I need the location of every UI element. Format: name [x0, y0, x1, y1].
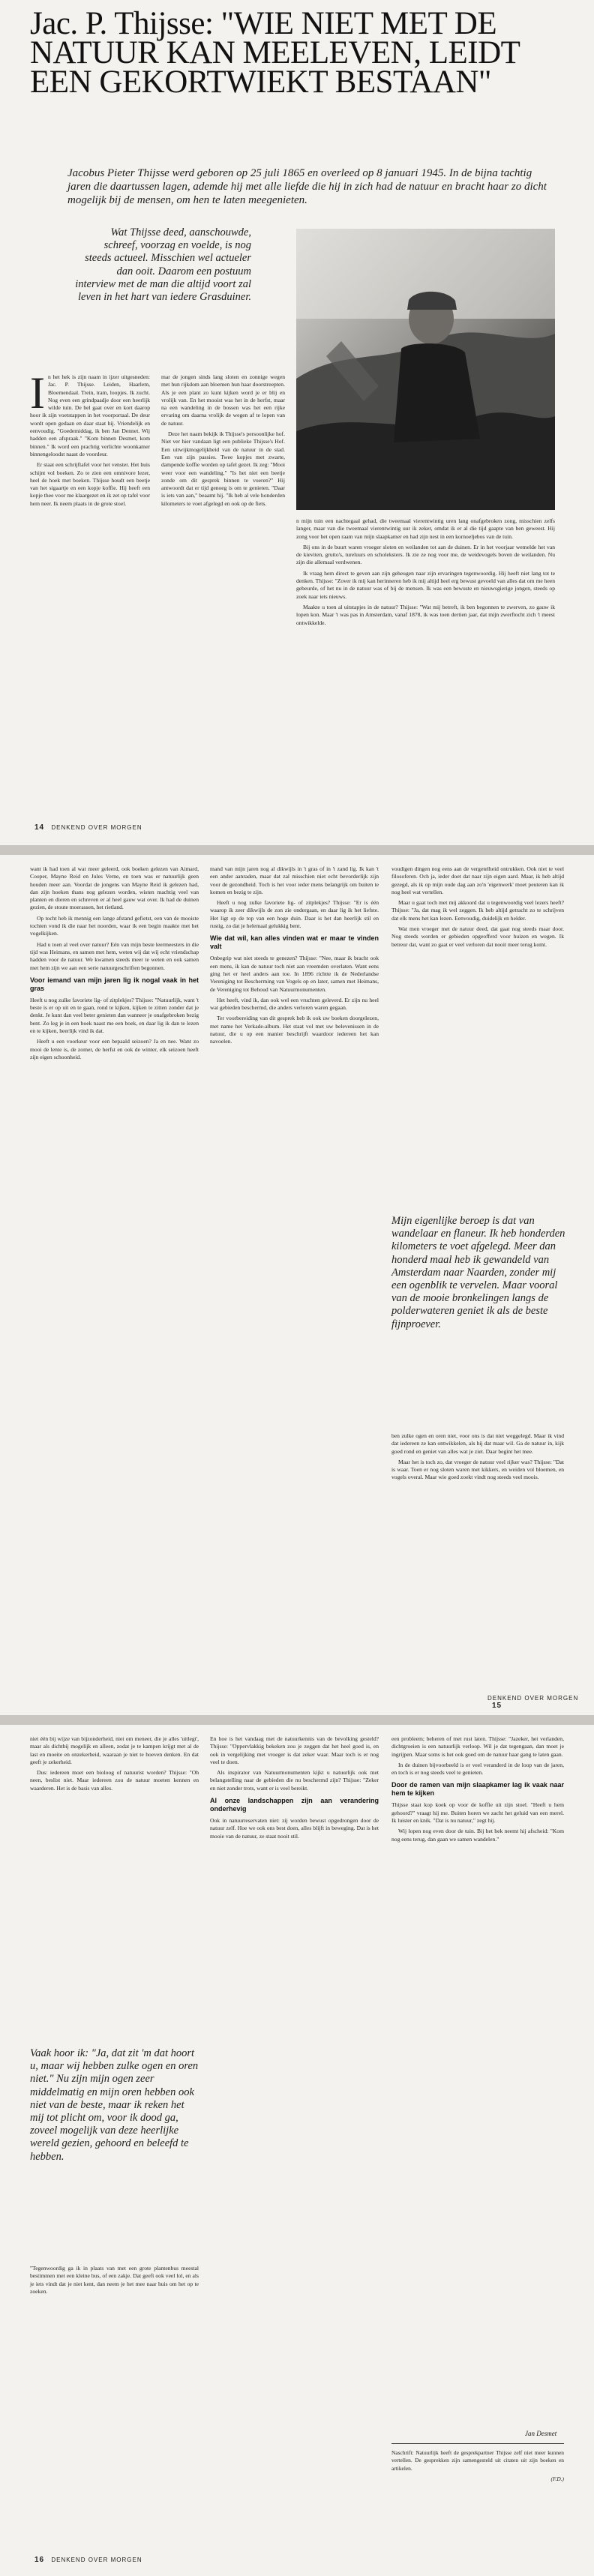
page-footer: [488, 1695, 594, 1710]
portrait-photo: [296, 229, 555, 510]
section-subhead: Door de ramen van mijn slaapkamer lag ik vaak naar hem te kijken: [392, 1781, 564, 1798]
paragraph: Ter voorbereiding van dit gesprek heb ik ook uw boeken doorgelezen, met name het Verkade-album. Het staat vol met uw belevenissen in de natuur, die u op een manier beschrijft waardoor iedereen het kan navoelen.: [210, 1015, 379, 1045]
paragraph: want ik had toen al wat meer geleerd, ook boeken gelezen van Aimard, Cooper, Mayne Reid en Jules Verne, en toen was er natuurlijk geen houden meer aan. Voordat de jongens van Mayne Reid ik gelezen had, dan zijn hoeken thans nog gelezen worden, wisten machtig veel van planten en dieren en schreven er al heel gauw wat over. Ik had de duinen gezien, de stoute moerassen, het rietland.: [30, 865, 199, 911]
article-column-1: [30, 865, 199, 1064]
article-column-3: [392, 865, 564, 952]
paragraph: Ook in natuurreservaten niet: zij worden bewust opgedrongen door de natuur zelf. Hoe we ook ons best doen, alles blijft in beweging. Dat is het mooie van de natuur, ze staat nooit stil.: [210, 1817, 379, 1840]
article-headline: Jac. P. Thijsse: "WIE NIET MET DE NATUUR KAN MEELEVEN, LEIDT EEN GEKORTWIEKT BESTAAN": [30, 6, 520, 100]
divider: [392, 2443, 564, 2444]
paragraph: voudigen dingen nog eens aan de vergetelheid ontrukken. Ook niet te veel filosoferen. Och ja, ieder doet dat naar zijn eigen aard. Maar, ik heb altijd gezegd, als ik op mijn oude dag aan zo'n 'eigenwerk' moet peuteren kan ik nog heel wat vertellen.: [392, 865, 564, 895]
article-column-1b: [30, 2265, 199, 2299]
pull-quote-text: Vaak hoor ik: "Ja, dat zit 'm dat hoort u, maar wij hebben zulke ogen en oren niet." Nu zijn mijn ogen zeer middelmatig en mijn oren hebben ook niet van de beste, maar ik reken het mij tot plicht om, voor ik dood ga, zoveel mogelijk van deze heerlijke wereld gezien, gehoord en beleefd te hebben.: [30, 2047, 199, 2163]
paragraph: niet één bij wijze van bijzonderheid, niet om meneer, die je alles 'uitlegt', maar als dichtbij mogelijk en alleen, zodat je te kampen krijgt met al de last en moeite en onzekerheid, waaraan je niet te hoeven denken. En dat geeft je zekerheid.: [30, 1735, 199, 1765]
article-column-1: [30, 1735, 199, 1795]
section-subhead: Al onze landschappen zijn aan verandering onderhevig: [210, 1797, 379, 1813]
pull-quote-walker: [392, 1215, 566, 1331]
page-number: 16: [34, 2556, 45, 2564]
article-column-2: [210, 865, 379, 1049]
paragraph: Had u toen al veel over natuur? Eén van mijn beste leermeesters in die tijd was Heimans, en samen met hem, weten wij dat wij echt vriendschap hadden voor de natuur. We kwamen steeds meer te weten en ook samen met hem zijn we aan een serie natuurgeschriften begonnen.: [30, 940, 199, 971]
article-column-3: [392, 1735, 564, 1846]
footnote: [392, 2449, 564, 2486]
paragraph: mand van mijn jaren nog al dikwijls in 't gras of in 't zand lig. Ik kan 't een ander aanraden, maar dat zal misschien niet echt bevorderlijk zijn voor de gezondheid. Toch is het voor ieder mens belangrijk om buiten te komen en bezig te zijn.: [210, 865, 379, 895]
page-footer: [30, 823, 142, 832]
paragraph: Dus: iedereen moet een bioloog of natuurist worden? Thijsse: "Oh neen, beslist niet. Maar iedereen zou de natuur moeten kennen en waarderen. Het is de basis van alles.: [30, 1769, 199, 1792]
paragraph: n mijn tuin een nachtegaal gehad, die tweemaal vierentwintig uren lang onafgebroken zong, misschien zelfs langer, maar van die tweemaal vierentwintig uur ik zeker, omdat ik er al die tijd gaapte van ben geweest. Hij zong voor het open raam van mijn slaapkamer en had zijn nest in een kornoeljebos van de tuin.: [296, 517, 555, 540]
section-subhead: Wie dat wil, kan alles vinden wat er maar te vinden valt: [210, 934, 379, 951]
magazine-page-16: [0, 1725, 594, 2576]
portrait-illustration: [296, 229, 555, 510]
paragraph: Wij lopen nog even door de tuin. Bij het hek neemt hij afscheid: "Kom nog eens terug, dan gaan we samen wandelen.": [392, 1828, 564, 1843]
article-column-3: [296, 517, 555, 630]
article-column-2: [210, 1735, 379, 1843]
magazine-page-14: [0, 0, 594, 845]
page-number: 14: [34, 823, 45, 832]
paragraph: Maakte u toen al uitstapjes in de natuur? Thijsse: "Wat mij betreft, ik ben begonnen te zwerven, zo gauw ik lopen kon. Maar 't was pas in Amsterdam, vanaf 1878, ik was toen dertien jaar, dat mijn zwerftocht zich 't meest ontwikkelde.: [296, 603, 555, 626]
article-column-1: [30, 368, 150, 511]
running-footer: DENKEND OVER MORGEN: [51, 824, 142, 831]
section-subhead: Voor iemand van mijn jaren lig ik nogal vaak in het gras: [30, 976, 199, 992]
paragraph: Maar u gaat toch met mij akkoord dat u tegenwoordig veel lezers heeft? Thijsse: "Ja, dat mag ik wel zeggen. Ik heb altijd getracht zo te schrijven dat elk mens het kan lezen. Eenvoudig, duidelijk en helder.: [392, 899, 564, 922]
paragraph: Heeft u nog zulke favoriete lig- of zitplekjes? Thijsse: "Er is één waarop ik zeer dikwijls de zon zie ondergaan, en daar lig ik het liefste. Het ligt op de top van een hoge duin. Daar is het dan heerlijk stil en rustig, zo dat je helemaal gelukkig bent.: [210, 899, 379, 930]
paragraph: ben zulke ogen en oren niet, voor ons is dat niet weggelegd. Maar ik vind dat iedereen ze kan ontwikkelen, als hij dat maar wil. Ga de natuur in, kijk goed rond en geniet van alles wat je ziet. Daar begint het mee.: [392, 1432, 564, 1455]
paragraph: Het heeft, vind ik, dan ook wel een vruchten geleverd. Er zijn nu heel wat gebieden beschermd, die anders verloren waren gegaan.: [210, 996, 379, 1012]
running-footer: DENKEND OVER MORGEN: [51, 2557, 142, 2563]
running-footer: DENKEND OVER MORGEN: [488, 1695, 579, 1702]
pull-quote-intro: Wat Thijsse deed, aanschouwde, schreef, voorzag en voelde, is nog steeds actueel. Misschien wel actueler dan ooit. Daarom een postuum interview met de man die altijd voort zal leven in het hart van iedere Grasduiner.: [75, 226, 251, 304]
paragraph: n het hek is zijn naam in ijzer uitgesneden: Jac. P. Thijsse. Leiden, Haarlem, Bloemendaal. Trein, tram, loopjes. Ik zucht. Nog even een grindpaadje door een heerlijk wilde tuin. De bel gaat over en kort daarop hoor ik zijn voetstappen in het voorportaal. De deur wordt open gedaan en daar staat hij. Vriendelijk en eenvoudig. "Goedemiddag, ik ben Jan Dennet. Wij hadden een afspraak." "Kom binnen Desmet, kom binnen." Ik word een prachtig verlichte woonkamer binnengeloodst naast de voordeur.: [30, 373, 150, 457]
article-column-2: [161, 373, 285, 511]
paragraph: mar de jongen sinds lang sloten en zonnige wegen met hun rijkdom aan bloemen hun haar doorstreepten. Als je een plant zo kunt kijken word je er blij en vrolijk van. En het mooist was het in de herfst, maar na een wandeling in de bossen was het een rijke ervaring om daarna vrolijk de wegen af te lopen van de natuur.: [161, 373, 285, 427]
drop-cap: I: [30, 368, 45, 418]
paragraph: Naschrift: Natuurlijk heeft de gesprekpartner Thijsse zelf niet meer kunnen vertellen. De gesprekken zijn samengesteld uit citaten uit zijn boeken en artikelen.: [392, 2449, 564, 2472]
page-number: 15: [492, 1702, 502, 1710]
paragraph: Thijsse staat kop koek op voor de koffie uit zijn stoel. "Heeft u hem gehoord?" vraagt hij me. Buiten horen we zacht het geluid van een merel. Ik luister en knik. "Dat is nu natuur," zegt hij.: [392, 1801, 564, 1825]
paragraph: Op tocht heb ik mennig een lange afstand gefietst, een van de mooiste tochten vond ik die naar het noorden, waar ik een begin maakte met het vogelkijken.: [30, 914, 199, 937]
paragraph: een probleem; beheren of met rust laten. Thijsse: "Jazeker, het verlanden, dichtgroeien is een natuurlijk verloop. Wil je dat tegengaan, dan moet je ingrijpen. Maar soms is het ook goed om de natuur haar gang te laten gaan.: [392, 1735, 564, 1758]
paragraph: Maar het is toch zo, dat vroeger de natuur veel rijker was? Thijsse: "Dat is waar. Toen er nog sloten waren met kikkers, en weiden vol bloemen, en vogels overal. Maar wie goed zoekt vindt nog steeds veel moois.: [392, 1458, 564, 1481]
magazine-page-15: [0, 855, 594, 1715]
paragraph: Wat men vroeger met de natuur deed, dat gaat nog steeds maar door. Nog steeds worden er gebieden opgeofferd voor huizen en wegen. Ik betreur dat, want zo gaat er veel verloren dat nooit meer terug komt.: [392, 925, 564, 948]
page-footer: [30, 2556, 142, 2564]
paragraph: "Tegenwoordig ga ik in plaats van met een grote plantenbus meestal bestimmen met een kleine bus, of een zakje. Dat geeft ook veel lol, en als je iets vindt dat je niet kent, dan neem je het mee naar huis om het op te zoeken.: [30, 2265, 199, 2295]
paragraph: Ik vraag hem direct te geven aan zijn geheugen naar zijn ervaringen tegenwoordig. Hij heeft niet lang tot te denken. Thijsse: "Zover ik mij kan herinneren heb ik mij altijd heel erg bewust gevoeld van alles dat om me heen gebeurde, of het nu in de natuur was of bij de mensen. Ik was een bewuste en nieuwsgierige jongen, steeds op zoek naar iets nieuws.: [296, 569, 555, 600]
article-column-3b: [392, 1432, 564, 1485]
paragraph: Onbegrip wat niet steeds te genezen? Thijsse: "Nee, maar ik bracht ook een mens, ik kan de natuur toch niet aan vreemden overlaten. Want eens ging het er heel anders aan toe. In 1896 richtte ik de Nederlandse Vereniging tot Bescherming van Vogels op en later, samen met Heimans, de Vereniging tot Behoud van Natuurmonumenten.: [210, 955, 379, 993]
paragraph: Heeft u nog zulke favoriete lig- of zitplekjes? Thijsse: "Natuurlijk, want 't beste is er op uit en te gaan, rond te kijken, kijken te zitten zonder dat je denkt. Je kunt dan veel beter genieten dan wanneer je onafgebroken bezig bent. Zo leg je in een boek naast me een boek, en daar lig ik dan te lezen en te kijken, heerlijk vind ik dat.: [30, 996, 199, 1035]
note-signature: (F.D.): [550, 2475, 564, 2482]
paragraph: Als inspirator van Natuurmonumenten kijkt u natuurlijk ook met belangstelling naar de gebieden die nu beschermd zijn? Thijsse: "Zeker en niet zonder trots, want er is veel bereikt.: [210, 1769, 379, 1792]
pull-quote-eyes-ears: [30, 2047, 199, 2164]
author-byline: Jan Desmet: [525, 2430, 557, 2437]
paragraph: Er staat een schrijftafel voor het venster. Het huis schijnt vol boeken. Zo te zien een omnivore lezer, heel de hoek met boeken. Thijsse houdt een beetje van het sigaartje en een kopje koffie. Hij heeft een kopje thee voor me klaargezet en ik zet op tafel voor hem neer. Ik neem plaats in de grote stoel.: [30, 461, 150, 507]
paragraph: In de duinen bijvoorbeeld is er veel veranderd in de loop van de jaren, en toch is er nog steeds veel te genieten.: [392, 1761, 564, 1777]
article-lead: Jacobus Pieter Thijsse werd geboren op 25 juli 1865 en overleed op 8 januari 1945. In de bijna tachtig jaren die daartussen lagen, ademde hij met alle liefde die hij in zich had de natuur en bracht haar zo dicht mogelijk bij de mensen, om hen te laten meegenieten.: [68, 167, 547, 206]
paragraph: Heeft u een voorkeur voor een bepaald seizoen? Ja en nee. Want zo mooi de lente is, de zomer, de herfst en ook de winter, elk seizoen heeft zijn eigen schoonheid.: [30, 1038, 199, 1060]
paragraph: Deze het naam bekijk ik Thijsse's persoonlijke hof. Niet ver hier vandaan ligt een publieke Thijsse's Hof. Een uitwijkmogelijkheid van de natuur in de stad. Een van zijn passies. Twee kopjes met zwarte, dampende koffie worden op tafel gezet. Ik zeg: "Mooi weer voor een wandeling." "Is het niet een beetje zonde om dit gesprek binnen te voeren?" Hij antwoordt dat er tijd genoeg is om te genieten. "Daar is iets van aan," beaamt hij. "Ik heb al vele honderden kilometers te voet afgelegd en ook op de fiets.: [161, 430, 285, 507]
paragraph: Bij ons in de buurt waren vroeger sloten en weilanden tot aan de duinen. Er in het voorjaar wemelde het van de kieviten, grutto's, tureluurs en scholeksters. Ik zie ze nog voor me, de weidevogels boven de weilanden. Nu zijn die allemaal verdwenen.: [296, 543, 555, 566]
pull-quote-text: Mijn eigenlijke beroep is dat van wandelaar en flaneur. Ik heb honderden kilometers te voet afgelegd. Meer dan honderd maal heb ik gewandeld van Amsterdam naar Naarden, zonder mij een ogenblik te vervelen. Maar vooral van de mooie bronkelingen langs de polderwateren geniet ik als de beste fijnproever.: [392, 1215, 566, 1330]
paragraph: En hoe is het vandaag met de natuurkennis van de bevolking gesteld? Thijsse: "Oppervlakkig bekeken zou je zeggen dat het heel goed is, en ook in vergelijking met vroeger is dat zeker waar. Maar toch is er nog veel te doen.: [210, 1735, 379, 1765]
